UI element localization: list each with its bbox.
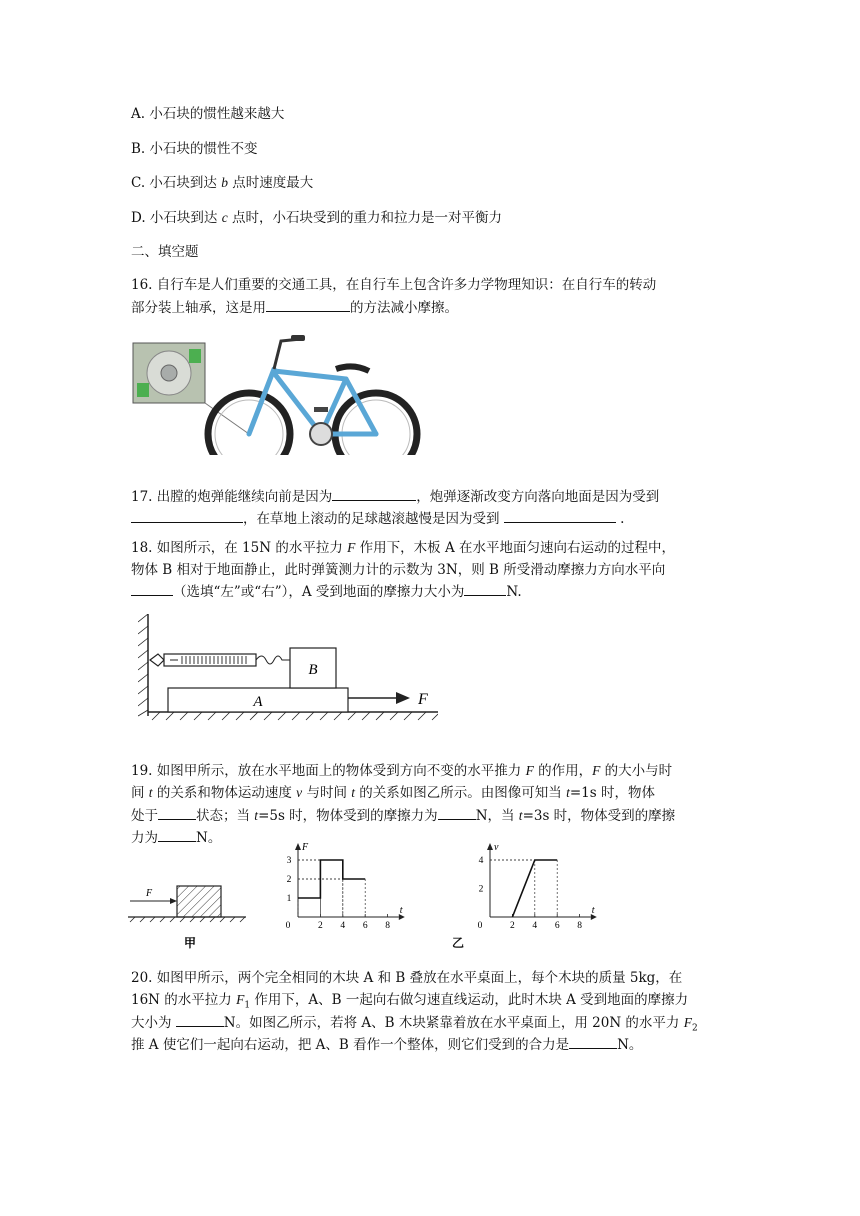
q19-var-t5: t (518, 808, 523, 823)
f-t-chart (280, 836, 440, 932)
answer-blank[interactable] (158, 827, 196, 842)
answer-blank[interactable] (438, 805, 476, 820)
x-tick-label: 0 (477, 921, 483, 931)
q17-text-2: ，炮弹逐渐改变方向落向地面是因为受到 (416, 489, 660, 505)
y-tick-label: 4 (478, 856, 484, 866)
q19-text-14: 力为 (131, 830, 158, 846)
option-d-text: D. 小石块到达 (131, 210, 222, 226)
x-tick-label: 8 (577, 921, 582, 931)
spring-scale-figure (138, 614, 438, 724)
y-tick-label: 2 (286, 875, 292, 885)
label-b: B (308, 662, 318, 678)
q19-line4 (131, 827, 221, 848)
q19-line1 (131, 761, 672, 781)
q19-var-t4: t (254, 808, 259, 823)
x-axis-label: t (591, 905, 595, 916)
x-tick-label: 6 (362, 921, 368, 931)
q19-text: 19. 如图甲所示，放在水平地面上的物体受到方向不变的水平推力 (131, 763, 526, 779)
q19-line3 (131, 805, 675, 826)
wall-hatch (138, 614, 148, 716)
y-axis-label: v (494, 842, 499, 853)
x-axis-label: t (399, 905, 403, 916)
q19-var-f: F (525, 763, 534, 778)
q19-text-8: =1s 时，物体 (569, 785, 655, 801)
bicycle-figure (131, 331, 431, 455)
saddle (336, 366, 369, 371)
y-axis-arrow (295, 843, 301, 850)
option-d-text-end: 点时，小石块受到的重力和拉力是一对平衡力 (227, 210, 503, 226)
chainring (310, 423, 332, 445)
v-t-chart (472, 836, 632, 932)
answer-blank[interactable] (131, 508, 243, 523)
q17-line2 (131, 508, 624, 529)
option-c-text: C. 小石块到达 (131, 175, 222, 191)
q19-var-t3: t (566, 785, 570, 800)
option-d-var: c (221, 210, 228, 225)
x-tick-label: 0 (285, 921, 291, 931)
option-d (131, 208, 502, 228)
q19-text-11: =5s 时，物体受到的摩擦力为 (258, 808, 438, 824)
x-tick-label: 4 (340, 921, 346, 931)
q19-var-t: t (148, 785, 153, 800)
q19-text-9: 处于 (131, 808, 158, 824)
handlebar (274, 339, 301, 369)
answer-blank[interactable] (131, 581, 173, 596)
y-tick-label: 1 (286, 894, 292, 904)
block (177, 886, 221, 917)
y-axis-arrow (487, 843, 493, 850)
label-jia: 甲 (184, 936, 197, 950)
q20-line4 (131, 1034, 642, 1055)
answer-blank[interactable] (332, 486, 416, 501)
q19-var-t2: t (351, 785, 356, 800)
q19-text-12: N，当 (475, 808, 519, 824)
x-tick-label: 2 (510, 921, 515, 931)
q19-text-3: 的大小与时 (600, 763, 673, 779)
q18-line1 (131, 538, 675, 558)
answer-blank[interactable] (176, 1012, 224, 1027)
q17-text-3: ，在草地上滚动的足球越滚越慢是因为受到 (243, 511, 504, 527)
answer-blank[interactable] (158, 805, 196, 820)
q18-line2: 物体 B 相对于地面静止，此时弹簧测力计的示数为 3N，则 B 所受滑动摩擦力方向水平向 (131, 562, 666, 578)
q20-text: 16N 的水平拉力 (131, 992, 237, 1008)
q19-text-end: N。 (196, 830, 222, 846)
q19-text-5: 的关系和物体运动速度 (152, 785, 297, 801)
x-tick-label: 2 (318, 921, 323, 931)
hook-icon (150, 654, 164, 666)
q19-text-4: 间 (131, 785, 149, 801)
push-figure (128, 870, 258, 950)
ground-hatch (152, 712, 438, 720)
q16-text-end: 的方法减小摩擦。 (350, 300, 458, 316)
push-force-label: F (146, 888, 153, 899)
q20-text-2: 作用下，A、B 一起向右做匀速直线运动，此时木块 A 受到地面的摩擦力 (250, 992, 689, 1008)
q20-sub-1: 1 (244, 1000, 251, 1011)
option-c (131, 173, 313, 193)
label-yi: 乙 (452, 936, 465, 950)
y-tick-label: 2 (478, 884, 484, 895)
x-tick-label: 8 (385, 921, 390, 931)
q19-text-13: =3s 时，物体受到的摩擦 (522, 808, 676, 824)
option-b: B. 小石块的惯性不变 (131, 141, 258, 157)
q18-var-f: F (347, 540, 356, 555)
q16-line2 (131, 297, 458, 318)
q20-var-f2: F (683, 1015, 692, 1030)
q20-text-4: N。如图乙所示，若将 A、B 木块紧靠着放在水平桌面上，用 20N 的水平力 (223, 1015, 684, 1031)
x-tick-label: 6 (554, 921, 560, 931)
option-a: A. 小石块的惯性越来越大 (131, 106, 285, 122)
q20-var-f1: F (236, 992, 245, 1007)
q19-var-f2: F (592, 763, 601, 778)
q19-line2 (131, 783, 655, 803)
label-f: F (418, 691, 428, 708)
answer-blank[interactable] (504, 508, 616, 523)
q20-text-5: 推 A 使它们一起向右运动，把 A、B 看作一个整体，则它们受到的合力是 (131, 1037, 570, 1053)
answer-blank[interactable] (464, 581, 506, 596)
answer-blank[interactable] (569, 1034, 617, 1049)
front-wheel (208, 393, 290, 455)
q20-text-3: 大小为 (131, 1015, 176, 1031)
q16-line1: 16. 自行车是人们重要的交通工具，在自行车上包含许多力学物理知识：在自行车的转动 (131, 277, 657, 293)
answer-blank[interactable] (266, 297, 350, 312)
q18-text-3: （选填“左”或“右”），A 受到地面的摩擦力大小为 (173, 584, 465, 600)
q19-var-v: v (296, 785, 303, 800)
q18-text-end: N. (506, 584, 522, 600)
section-title: 二、填空题 (131, 244, 199, 260)
q20-sub-2: 2 (691, 1023, 698, 1034)
q19-text-10: 状态；当 (196, 808, 255, 824)
option-c-text-end: 点时速度最大 (227, 175, 314, 191)
q17-text: 17. 出膛的炮弹能继续向前是因为 (131, 489, 333, 505)
q18-text-2: 作用下，木板 A 在水平地面匀速向右运动的过程中， (355, 540, 675, 556)
q16-text: 部分装上轴承，这是用 (131, 300, 266, 316)
y-axis-label: F (302, 842, 309, 853)
rear-wheel (335, 393, 417, 455)
q17-text-end: . (615, 511, 625, 527)
q18-text: 18. 如图所示，在 15N 的水平拉力 (131, 540, 348, 556)
q18-line3 (131, 581, 522, 602)
x-tick-label: 4 (532, 921, 538, 931)
q19-text-2: 的作用， (533, 763, 593, 779)
q19-text-6: 与时间 (302, 785, 352, 801)
label-a: A (253, 694, 263, 710)
q20-line1: 20. 如图甲所示，两个完全相同的木块 A 和 B 叠放在水平桌面上，每个木块的质量 5kg，在 (131, 970, 683, 986)
q19-text-7: 的关系如图乙所示。由图像可知当 (355, 785, 567, 801)
q17-line1 (131, 486, 659, 507)
y-tick-label: 3 (286, 856, 292, 866)
q20-text-end: N。 (617, 1037, 643, 1053)
option-c-var: b (221, 175, 228, 190)
